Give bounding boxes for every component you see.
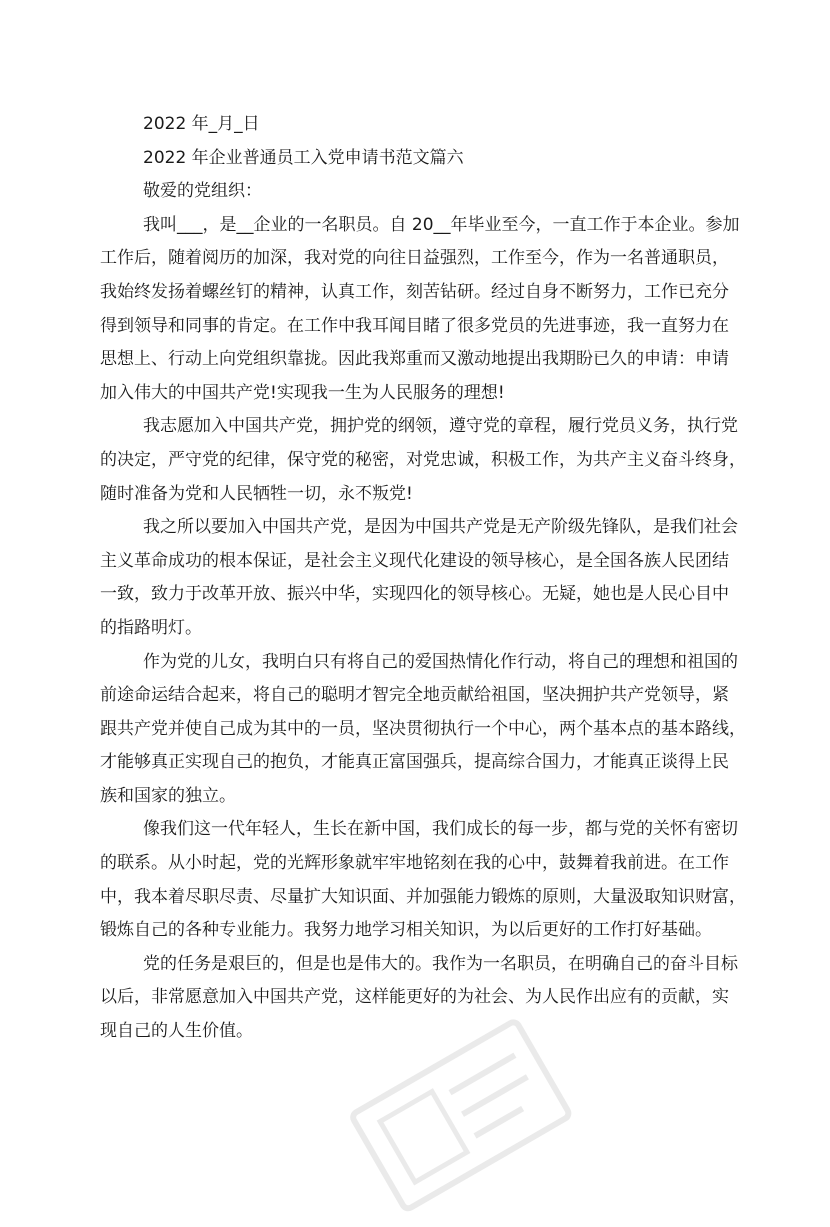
date-line: 2022 年_月_日 xyxy=(143,114,260,134)
paragraph-line: 思想上、行动上向党组织靠拢。因此我郑重而又激动地提出我期盼已久的申请：申请 xyxy=(100,349,729,370)
paragraph-line: 得到领导和同事的肯定。在工作中我耳闻目睹了很多党员的先进事迹，我一直努力在 xyxy=(100,315,729,336)
document-body xyxy=(100,108,746,1049)
paragraph-line: 现自己的人生价值。 xyxy=(100,1021,253,1042)
paragraph-line: 加入伟大的中国共产党!实现我一生为人民服务的理想! xyxy=(100,382,505,403)
paragraph-line: 我志愿加入中国共产党，拥护党的纲领，遵守党的章程，履行党员义务，执行党 xyxy=(143,416,738,437)
paragraph-5 xyxy=(100,813,746,947)
paragraph-6 xyxy=(100,948,740,1049)
paragraph-line: 跟共产党并使自己成为其中的一员，坚决贯彻执行一个中心，两个基本点的基本路线， xyxy=(100,718,746,739)
paragraph-line: 我叫___，是__企业的一名职员。自 20__年毕业至今，一直工作于本企业。参加 xyxy=(143,214,740,235)
salutation: 敬爱的党组织： xyxy=(143,181,262,202)
paragraph-line: 的决定，严守党的纪律，保守党的秘密，对党忠诚，积极工作，为共产主义奋斗终身， xyxy=(100,449,746,470)
document-title: 2022 年企业普通员工入党申请书范文篇六 xyxy=(143,147,464,168)
paragraph-line: 党的任务是艰巨的，但是也是伟大的。我作为一名职员，在明确自己的奋斗目标 xyxy=(143,953,738,974)
paragraph-4 xyxy=(100,646,746,814)
paragraph-3 xyxy=(100,511,740,645)
paragraph-line: 才能够真正实现自己的抱负，才能真正富国强兵，提高综合国力，才能真正谈得上民 xyxy=(100,752,729,773)
paragraph-line: 族和国家的独立。 xyxy=(100,785,236,806)
paragraph-line: 作为党的儿女，我明白只有将自己的爱国热情化作行动，将自己的理想和祖国的 xyxy=(143,651,738,672)
paragraph-line: 前途命运结合起来，将自己的聪明才智完全地贡献给祖国，坚决拥护共产党领导，紧 xyxy=(100,685,729,706)
paragraph-1 xyxy=(100,209,740,411)
paragraph-line: 主义革命成功的根本保证，是社会主义现代化建设的领导核心，是全国各族人民团结 xyxy=(100,550,729,571)
paragraph-line: 我之所以要加入中国共产党，是因为中国共产党是无产阶级先锋队，是我们社会 xyxy=(143,517,738,538)
paragraph-line: 的联系。从小时起，党的光辉形象就牢牢地铭刻在我的心中，鼓舞着我前进。在工作 xyxy=(100,853,729,874)
paragraph-line: 像我们这一代年轻人，生长在新中国，我们成长的每一步，都与党的关怀有密切 xyxy=(143,819,738,840)
paragraph-line: 我始终发扬着螺丝钉的精神，认真工作，刻苦钻研。经过自身不断努力，工作已充分 xyxy=(100,281,729,302)
paragraph-line: 一致，致力于改革开放、振兴中华，实现四化的领导核心。无疑，她也是人民心目中 xyxy=(100,584,729,605)
paragraph-2 xyxy=(100,410,746,511)
paragraph-line: 锻炼自己的各种专业能力。我努力地学习相关知识，为以后更好的工作打好基础。 xyxy=(100,920,712,941)
paragraph-line: 以后，非常愿意加入中国共产党，这样能更好的为社会、为人民作出应有的贡献，实 xyxy=(100,987,729,1008)
paragraph-line: 的指路明灯。 xyxy=(100,617,202,638)
paragraph-line: 中，我本着尽职尽责、尽量扩大知识面、并加强能力锻炼的原则，大量汲取知识财富， xyxy=(100,886,746,907)
paragraph-line: 随时准备为党和人民牺牲一切，永不叛党! xyxy=(100,483,413,504)
paragraph-line: 工作后，随着阅历的加深，我对党的向往日益强烈，工作至今，作为一名普通职员， xyxy=(100,248,729,269)
